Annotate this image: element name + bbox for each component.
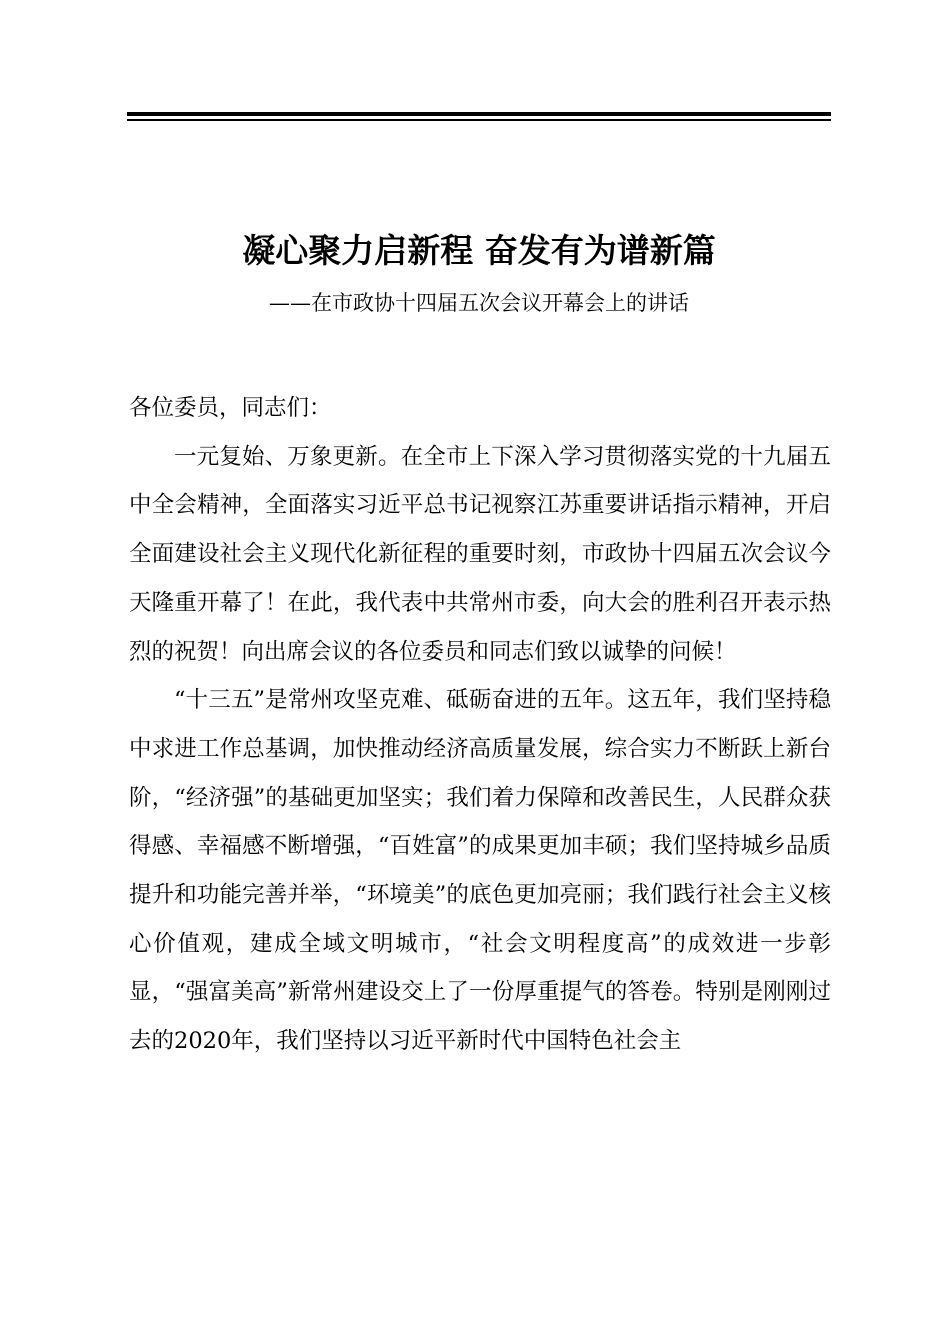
document-body (129, 384, 831, 1066)
header-rule-thick (127, 112, 831, 116)
paragraph-2: “十三五”是常州攻坚克难、砥砺奋进的五年。这五年，我们坚持稳中求进工作总基调，加快推动经济高质量发展，综合实力不断跃上新台阶，“经济强”的基础更加坚实；我们着力保障和改善民生，人民群众获得感、幸福感不断增强，“百姓富”的成果更加丰硕；我们坚持城乡品质提升和功能完善并举，“环境美”的底色更加亮丽；我们践行社会主义核心价值观，建成全域文明城市，“社会文明程度高”的成效进一步彰显，“强富美高”新常州建设交上了一份厚重提气的答卷。特别是刚刚过去的2020年，我们坚持以习近平新时代中国特色社会主 (129, 687, 831, 1055)
header-rule-thin (127, 119, 831, 121)
paragraph-1: 一元复始、万象更新。在全市上下深入学习贯彻落实党的十九届五中全会精神，全面落实习近平总书记视察江苏重要讲话指示精神，开启全面建设社会主义现代化新征程的重要时刻，市政协十四届五次会议今天隆重开幕了！在此，我代表中共常州市委，向大会的胜利召开表示热烈的祝贺！向出席会议的各位委员和同志们致以诚挚的问候！ (129, 443, 831, 665)
document-subtitle: ——在市政协十四届五次会议开幕会上的讲话 (269, 291, 689, 315)
salutation: 各位委员，同志们： (129, 395, 332, 421)
document-title: 凝心聚力启新程 奋发有为谱新篇 (242, 231, 716, 270)
